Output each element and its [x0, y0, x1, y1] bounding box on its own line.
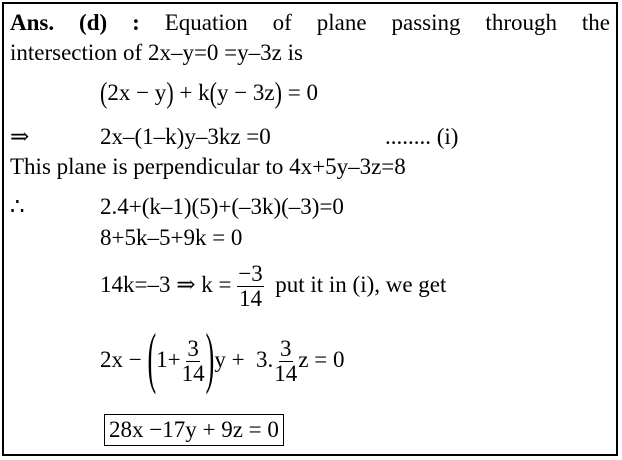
- substituted-equation: 2x − (1+ $\frac{3}{14}$ )y + 3. $\frac{3}{14}$ z = 0: [100, 319, 345, 396]
- equation-tag-i: ........ (i): [385, 124, 459, 149]
- fraction-3-14-b: $\frac{3}{14}$: [274, 336, 298, 386]
- intersection-line: intersection of 2x–y=0 =y–3z is: [10, 40, 303, 65]
- therefore-symbol: ∴: [10, 194, 25, 219]
- final-answer-box: 28x −17y + 9z = 0: [104, 414, 284, 446]
- simplified-condition: 8+5k–5+9k = 0: [100, 225, 243, 250]
- k-equation: 14k=–3: [100, 271, 171, 297]
- equals-zero: = 0: [287, 80, 318, 105]
- plane-equation-i: 2x–(1–k)y–3kz =0: [100, 124, 271, 149]
- term-y-3z: y − 3z: [216, 80, 275, 105]
- dot-product-condition: 2.4+(k–1)(5)+(–3k)(–3)=0: [100, 194, 344, 219]
- perpendicular-statement: This plane is perpendicular to 4x+5y–3z=8: [10, 154, 406, 179]
- substitute-note: put it in (i), we get: [275, 271, 447, 297]
- implies-symbol: ⇒: [10, 124, 30, 149]
- heading-text: Equation of plane passing through the: [164, 10, 611, 35]
- term-k: + k: [179, 80, 210, 105]
- answer-frame: [2, 2, 618, 456]
- k-equals: ⇒ k =: [176, 271, 232, 297]
- term-2x-y: 2x − y: [107, 80, 167, 105]
- plane-family-equation: (2x − y) + k(y − 3z) = 0: [100, 75, 318, 110]
- answer-heading-line: [10, 10, 610, 36]
- answer-label: Ans. (d) :: [10, 10, 140, 35]
- k-fraction: $\frac{-3}{14}$: [238, 261, 263, 311]
- k-solution-line: [100, 262, 446, 311]
- fraction-3-14-a: $\frac{3}{14}$: [181, 336, 205, 386]
